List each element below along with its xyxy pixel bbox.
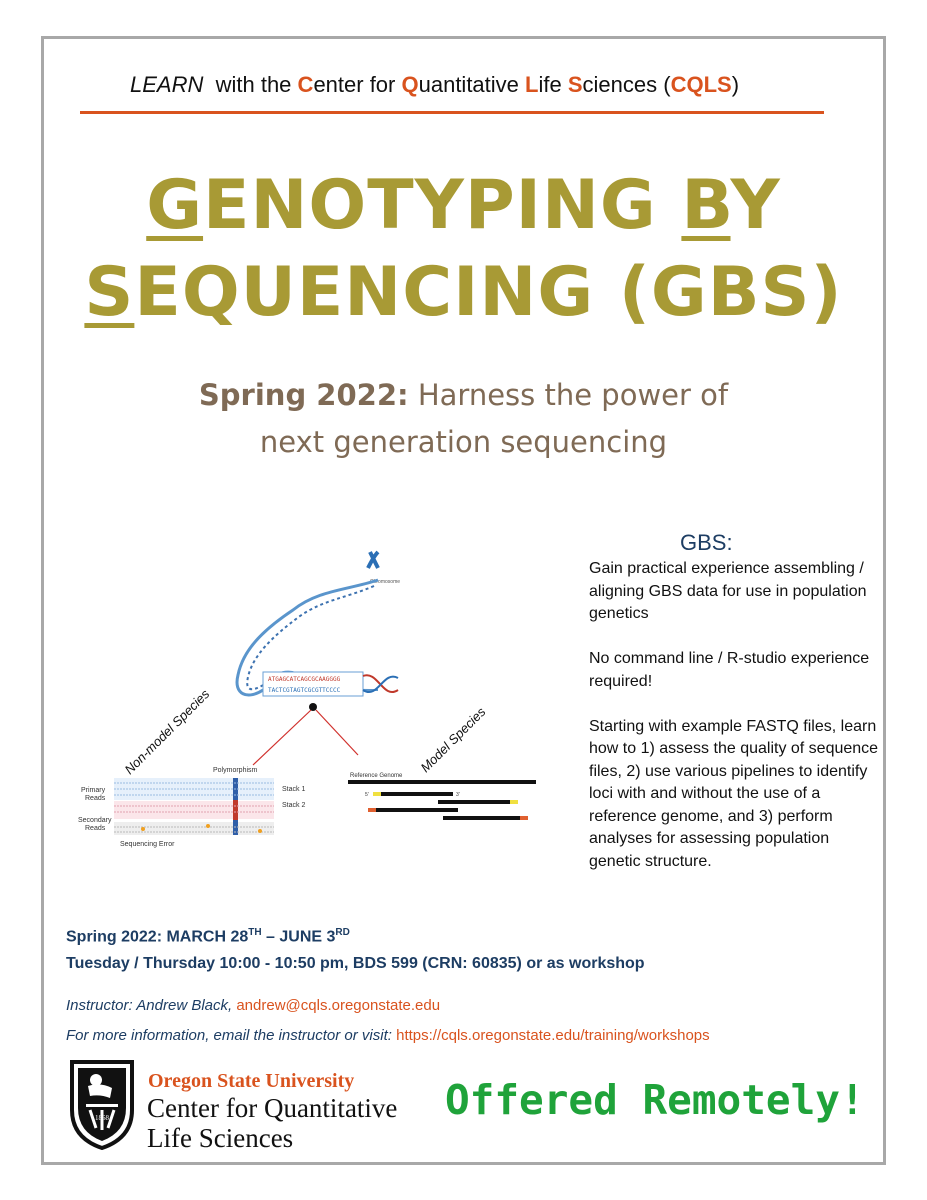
subtitle-line1: Spring 2022: Harness the power of [198, 378, 729, 412]
branch-line-left [253, 710, 311, 765]
course-dates: Spring 2022: MARCH 28TH – JUNE 3RD [66, 927, 350, 946]
stack2-label: Stack 2 [282, 802, 306, 809]
page-title-line2: SEQUENCING (GBS) [84, 253, 843, 332]
cqls-name-line1: Center for Quantitative [147, 1093, 398, 1123]
gbs-heading: GBS: [680, 530, 733, 555]
workshops-link[interactable]: https://cqls.oregonstate.edu/training/workshops [396, 1027, 710, 1044]
secondary-reads-label: Secondary [78, 817, 112, 824]
reads-label-2: Reads [85, 825, 106, 832]
primary-reads-label: Primary [81, 787, 106, 794]
gbs-diagram [78, 550, 548, 860]
model-label: Model Species [417, 704, 489, 776]
polymorphism-label: Polymorphism [213, 767, 258, 774]
header-divider [80, 111, 824, 114]
gbs-paragraph-3: Starting with example FASTQ files, learn how to 1) assess the quality of sequence files, 2) use various pipelines to identify loci with and without the use of a reference genome, and 3) perform analyses for assessing population genetic structure. [589, 717, 879, 870]
branch-point [309, 703, 317, 711]
course-times: Tuesday / Thursday 10:00 - 10:50 pm, BDS 599 (CRN: 60835) or as workshop [66, 955, 645, 972]
gbs-paragraph-2: No command line / R-studio experience required! [589, 650, 870, 690]
osu-seal-logo [66, 1058, 138, 1150]
gbs-paragraph-1: Gain practical experience assembling / aligning GBS data for use in population genetics [589, 560, 867, 622]
header-line: LEARN with the Center for Quantitative Life Sciences (CQLS) [130, 72, 740, 97]
svg-text:ATGAGCATCAGCGCAAGGGG: ATGAGCATCAGCGCAAGGGG [268, 676, 341, 683]
non-model-label: Non-model Species [121, 686, 213, 778]
cqls-name-line2: Life Sciences [147, 1123, 294, 1153]
aligned-reads [348, 780, 536, 820]
instructor-line: Instructor: Andrew Black, andrew@cqls.oregonstate.edu [66, 997, 441, 1014]
instructor-email-link[interactable]: andrew@cqls.oregonstate.edu [236, 997, 441, 1014]
three-prime-label: 3' [456, 792, 460, 798]
learn-word: LEARN [130, 72, 204, 97]
subtitle-line2: next generation sequencing [259, 425, 668, 459]
page-title-line1: GENOTYPING BY [146, 166, 781, 245]
dna-sequence-box [263, 672, 398, 696]
reference-genome-label: Reference Genome [350, 773, 403, 779]
reads-label-1: Reads [85, 795, 106, 802]
five-prime-label: 5' [365, 792, 369, 798]
svg-text:TACTCGTAGTCGCGTTCCCC: TACTCGTAGTCGCGTTCCCC [268, 687, 341, 694]
branch-line-right [316, 710, 358, 755]
cqls-acronym: CQLS [670, 72, 732, 97]
chromosome-icon [368, 552, 378, 568]
gbs-description [589, 558, 879, 896]
osu-name: Oregon State University [148, 1070, 355, 1092]
sequencing-error-label: Sequencing Error [120, 841, 175, 848]
chromosome-label: Chromosome [370, 579, 401, 585]
stack1-label: Stack 1 [282, 786, 306, 793]
read-stacks [114, 778, 274, 835]
seal-year: 1868 [95, 1114, 109, 1122]
offered-remotely-banner: Offered Remotely! [445, 1076, 865, 1124]
info-line: For more information, email the instructor or visit: https://cqls.oregonstate.edu/training/workshops [66, 1027, 710, 1044]
